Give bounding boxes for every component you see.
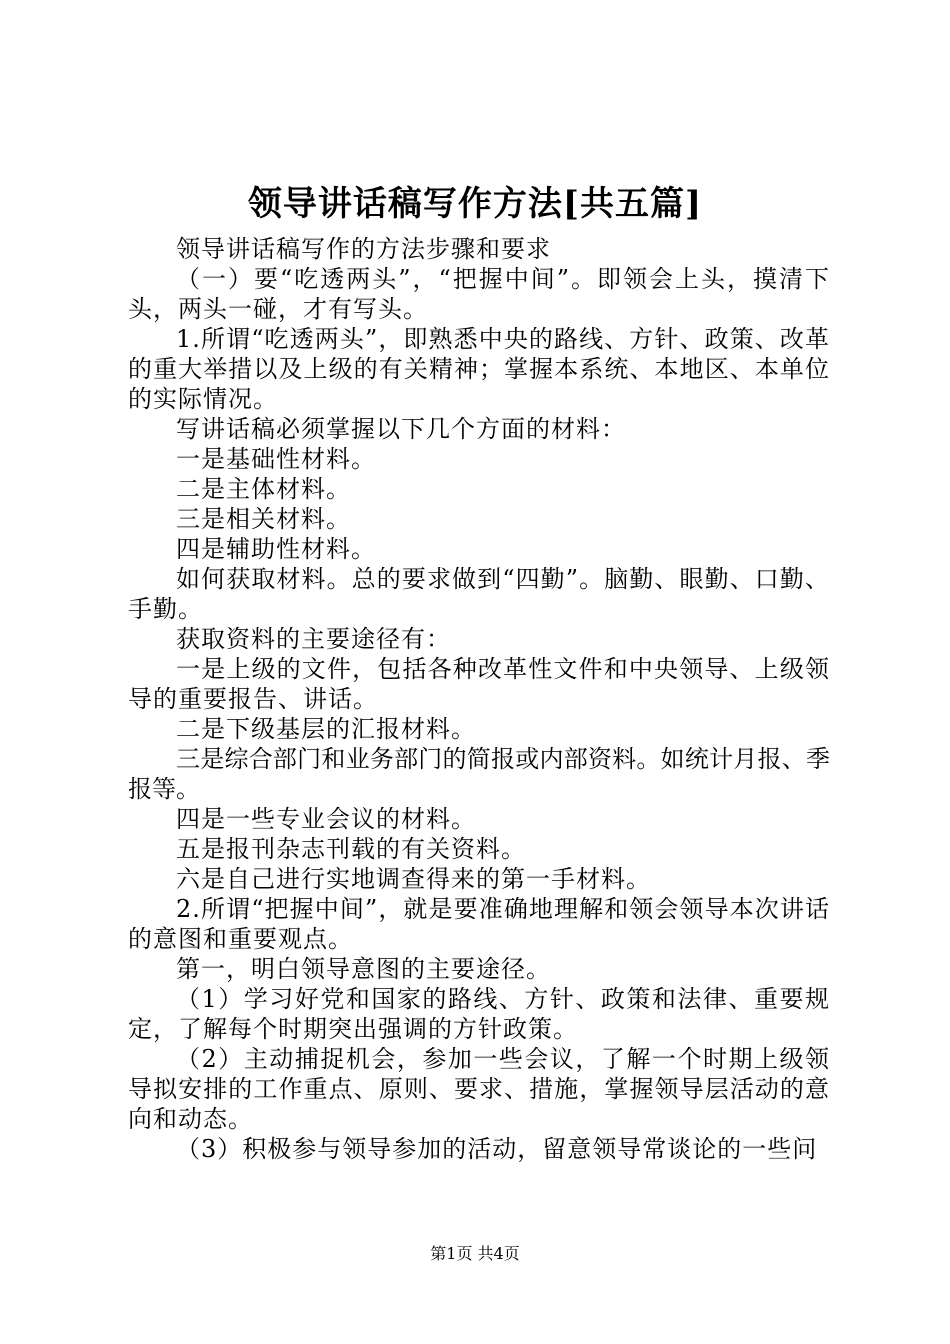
paragraph: （2）主动捕捉机会，参加一些会议，了解一个时期上级领导拟安排的工作重点、原则、要求、措施，掌握领导层活动的意向和动态。 [128, 1045, 830, 1133]
page-footer: 第1页 共4页 [430, 1244, 520, 1263]
paragraph: 五是报刊杂志刊载的有关资料。 [176, 835, 526, 863]
paragraph: 四是辅助性材料。 [176, 535, 376, 563]
document-title: 领导讲话稿写作方法[共五篇] [247, 184, 703, 224]
paragraph: 六是自己进行实地调查得来的第一手材料。 [176, 865, 651, 893]
paragraph: 二是下级基层的汇报材料。 [176, 715, 476, 743]
paragraph: （一）要“吃透两头”，“把握中间”。即领会上头，摸清下头，两头一碰，才有写头。 [128, 265, 830, 323]
paragraph: （1）学习好党和国家的路线、方针、政策和法律、重要规定，了解每个时期突出强调的方针政策。 [128, 985, 830, 1043]
paragraph: 一是基础性材料。 [176, 445, 376, 473]
paragraph: 三是综合部门和业务部门的简报或内部资料。如统计月报、季报等。 [128, 745, 830, 803]
paragraph: 2.所谓“把握中间”，就是要准确地理解和领会领导本次讲话的意图和重要观点。 [128, 895, 830, 953]
paragraph: 1.所谓“吃透两头”，即熟悉中央的路线、方针、政策、改革的重大举措以及上级的有关精神；掌握本系统、本地区、本单位的实际情况。 [128, 325, 830, 413]
paragraph: 获取资料的主要途径有： [176, 625, 451, 653]
paragraph: 四是一些专业会议的材料。 [176, 805, 476, 833]
document-body [128, 234, 830, 1164]
paragraph: 领导讲话稿写作的方法步骤和要求 [176, 235, 551, 263]
paragraph: 第一，明白领导意图的主要途径。 [176, 955, 551, 983]
paragraph: 如何获取材料。总的要求做到“四勤”。脑勤、眼勤、口勤、手勤。 [128, 565, 830, 623]
paragraph: 写讲话稿必须掌握以下几个方面的材料： [176, 415, 626, 443]
paragraph: 二是主体材料。 [176, 475, 351, 503]
paragraph: 三是相关材料。 [176, 505, 351, 533]
paragraph: （3）积极参与领导参加的活动，留意领导常谈论的一些问 [176, 1135, 818, 1163]
paragraph: 一是上级的文件，包括各种改革性文件和中央领导、上级领导的重要报告、讲话。 [128, 655, 830, 713]
